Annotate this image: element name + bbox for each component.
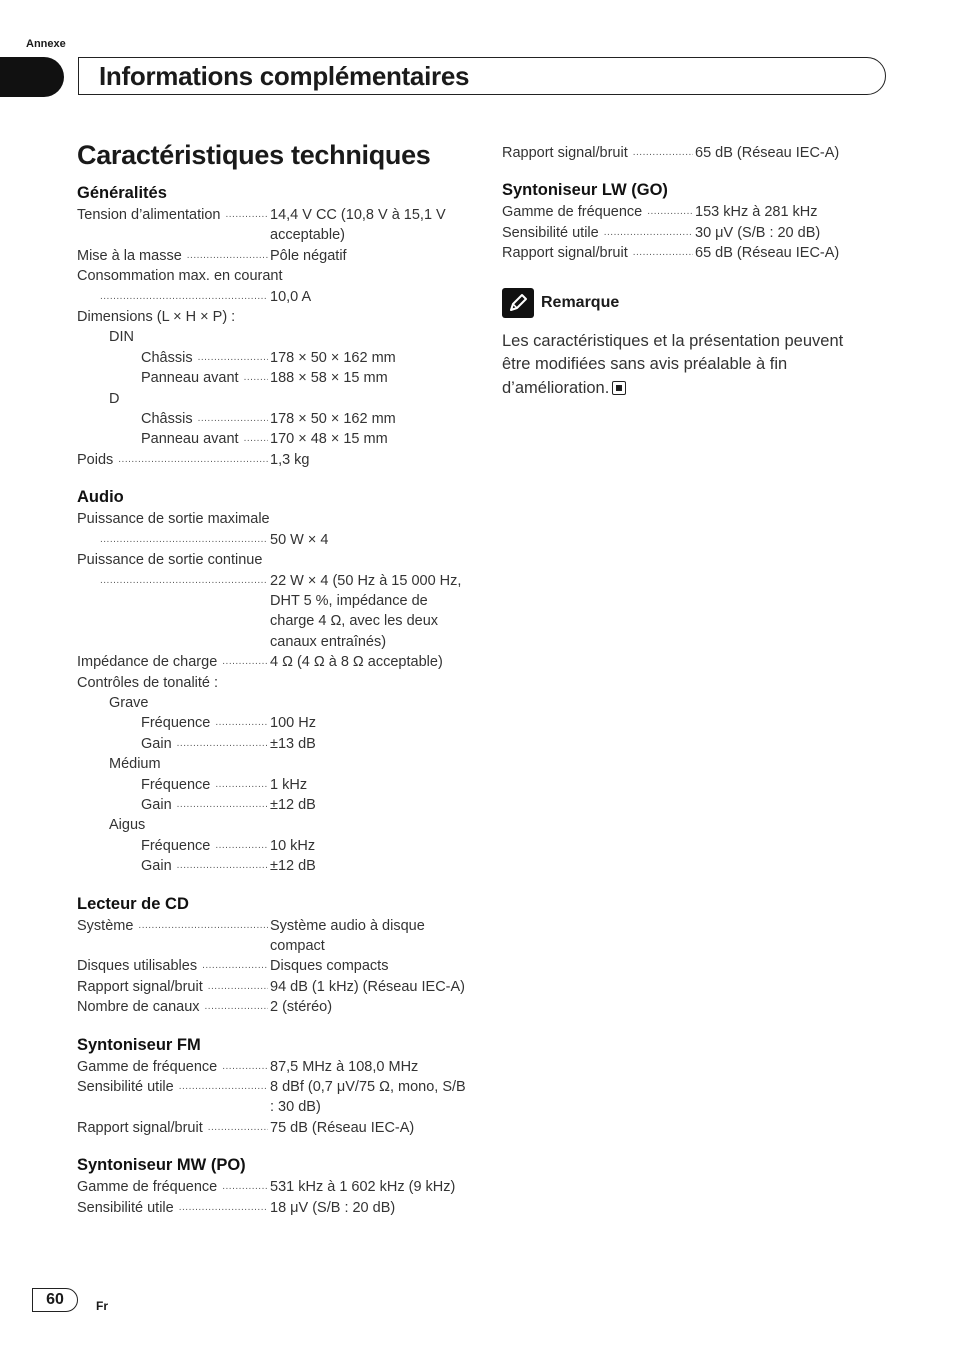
spec-value: 30 μV (S/B : 20 dB)	[695, 224, 821, 241]
spec-value: 170 × 48 × 15 mm	[270, 431, 388, 448]
spec-row	[77, 429, 467, 449]
spec-value: 50 W × 4	[270, 531, 329, 548]
section-mw-title: Syntoniseur MW (PO)	[77, 1156, 246, 1175]
spec-label: Consommation max. en courant	[77, 268, 283, 285]
spec-label: Gain	[141, 796, 172, 813]
spec-value: 22 W × 4 (50 Hz à 15 000 Hz, DHT 5 %, impédance de charge 4 Ω, avec les deux canaux entraînés)	[270, 572, 462, 650]
spec-row	[77, 1057, 467, 1077]
spec-row	[77, 1077, 467, 1118]
spec-row	[77, 287, 467, 307]
spec-label: Rapport signal/bruit	[77, 978, 203, 995]
end-of-section-icon	[612, 381, 626, 395]
note-title: Remarque	[541, 293, 620, 311]
section-generalites-title: Généralités	[77, 184, 167, 202]
spec-sublabel: Médium	[109, 756, 161, 773]
pencil-note-icon	[502, 288, 534, 318]
note-header	[502, 288, 882, 318]
spec-label: Fréquence	[141, 715, 211, 732]
spec-row	[502, 202, 882, 222]
left-column	[77, 184, 467, 1218]
spec-row	[502, 143, 882, 163]
spec-value: 4 Ω (4 Ω à 8 Ω acceptable)	[270, 654, 443, 671]
spec-label: Panneau avant	[141, 431, 239, 448]
spec-label: Gain	[141, 735, 172, 752]
spec-label: Impédance de charge	[77, 654, 218, 671]
spec-value: 1 kHz	[270, 776, 308, 793]
spec-value: 10,0 A	[270, 288, 312, 305]
spec-label: Châssis	[141, 349, 193, 366]
spec-label: Fréquence	[141, 837, 211, 854]
section-tab-marker	[0, 57, 64, 97]
section-fm-title: Syntoniseur FM	[77, 1035, 201, 1054]
spec-row	[77, 916, 467, 957]
spec-label: Rapport signal/bruit	[502, 245, 628, 262]
spec-row	[77, 652, 467, 672]
spec-label: Disques utilisables	[77, 958, 198, 975]
spec-value: 65 dB (Réseau IEC-A)	[695, 145, 840, 161]
spec-label: Sensibilité utile	[502, 224, 599, 241]
annexe-label: Annexe	[26, 38, 66, 50]
section-header	[78, 57, 886, 95]
spec-label: Dimensions (L × H × P) :	[77, 309, 236, 326]
spec-row	[77, 409, 467, 429]
spec-row	[77, 856, 467, 876]
spec-row	[77, 775, 467, 795]
spec-value: Pôle négatif	[270, 247, 347, 264]
spec-label: Système	[77, 917, 134, 934]
spec-value: 188 × 58 × 15 mm	[270, 370, 388, 387]
spec-row	[502, 243, 882, 263]
spec-value: ±12 dB	[270, 858, 316, 875]
spec-row	[77, 795, 467, 815]
spec-row	[77, 956, 467, 976]
page-number: 60	[32, 1288, 78, 1312]
note-body	[502, 330, 872, 401]
spec-label: Gamme de fréquence	[502, 204, 643, 221]
spec-value: 14,4 V CC (10,8 V à 15,1 V acceptable)	[270, 207, 446, 244]
spec-value: 18 μV (S/B : 20 dB)	[270, 1199, 396, 1216]
spec-label: Gamme de fréquence	[77, 1179, 218, 1196]
spec-value: Disques compacts	[270, 958, 389, 975]
page-title: Caractéristiques techniques	[77, 140, 431, 170]
spec-label: Nombre de canaux	[77, 999, 200, 1016]
spec-label: Tension d’alimentation	[77, 207, 221, 223]
spec-label: Sensibilité utile	[77, 1199, 174, 1216]
spec-label: Gain	[141, 858, 172, 875]
spec-label: Poids	[77, 451, 114, 468]
section-title: Informations complémentaires	[99, 61, 470, 91]
spec-value: 2 (stéréo)	[270, 999, 333, 1016]
spec-label: Gamme de fréquence	[77, 1058, 218, 1075]
spec-label: Fréquence	[141, 776, 211, 793]
spec-row	[77, 571, 467, 653]
spec-row	[77, 836, 467, 856]
spec-row	[77, 246, 467, 266]
spec-row	[77, 977, 467, 997]
spec-row	[77, 368, 467, 388]
spec-value: 87,5 MHz à 108,0 MHz	[270, 1058, 419, 1075]
spec-label: Rapport signal/bruit	[502, 145, 628, 161]
spec-value: 178 × 50 × 162 mm	[270, 349, 396, 366]
spec-sublabel: DIN	[109, 329, 134, 346]
note-text: Les caractéristiques et la présentation peuvent être modifiées sans avis préalable à fin d’amélioration.	[502, 331, 844, 397]
spec-value: 1,3 kg	[270, 451, 310, 468]
spec-row	[77, 1198, 467, 1218]
spec-sublabel: D	[109, 390, 120, 407]
right-column	[502, 143, 882, 400]
spec-row	[77, 205, 467, 246]
spec-row	[502, 223, 882, 243]
spec-value: Système audio à disque compact	[270, 917, 425, 954]
spec-row	[77, 348, 467, 368]
spec-label: Rapport signal/bruit	[77, 1119, 203, 1136]
spec-label: Sensibilité utile	[77, 1079, 174, 1096]
section-lw-title: Syntoniseur LW (GO)	[502, 181, 668, 200]
spec-label: Mise à la masse	[77, 247, 182, 264]
spec-row	[77, 734, 467, 754]
spec-sublabel: Grave	[109, 694, 149, 711]
spec-value: 94 dB (1 kHz) (Réseau IEC-A)	[270, 978, 466, 995]
spec-value: 531 kHz à 1 602 kHz (9 kHz)	[270, 1179, 456, 1196]
spec-value: 65 dB (Réseau IEC-A)	[695, 245, 840, 262]
spec-label: Puissance de sortie continue	[77, 552, 263, 569]
section-cd-title: Lecteur de CD	[77, 894, 189, 913]
spec-row	[77, 713, 467, 733]
spec-value: 8 dBf (0,7 μV/75 Ω, mono, S/B : 30 dB)	[270, 1079, 466, 1116]
spec-row	[77, 1118, 467, 1138]
section-audio-title: Audio	[77, 488, 124, 507]
spec-value: ±12 dB	[270, 796, 316, 813]
spec-value: 100 Hz	[270, 715, 316, 732]
spec-value: ±13 dB	[270, 735, 316, 752]
spec-row	[77, 530, 467, 550]
spec-row	[77, 1177, 467, 1197]
spec-row	[77, 450, 467, 470]
spec-value: 153 kHz à 281 kHz	[695, 204, 818, 221]
spec-label: Contrôles de tonalité :	[77, 674, 219, 691]
spec-label: Châssis	[141, 411, 193, 428]
spec-sublabel: Aigus	[109, 817, 146, 834]
spec-value: 10 kHz	[270, 837, 316, 854]
language-label: Fr	[96, 1299, 108, 1313]
spec-label: Panneau avant	[141, 370, 239, 387]
spec-value: 75 dB (Réseau IEC-A)	[270, 1119, 415, 1136]
spec-label: Puissance de sortie maximale	[77, 511, 270, 528]
spec-row	[77, 997, 467, 1017]
spec-value: 178 × 50 × 162 mm	[270, 411, 396, 428]
